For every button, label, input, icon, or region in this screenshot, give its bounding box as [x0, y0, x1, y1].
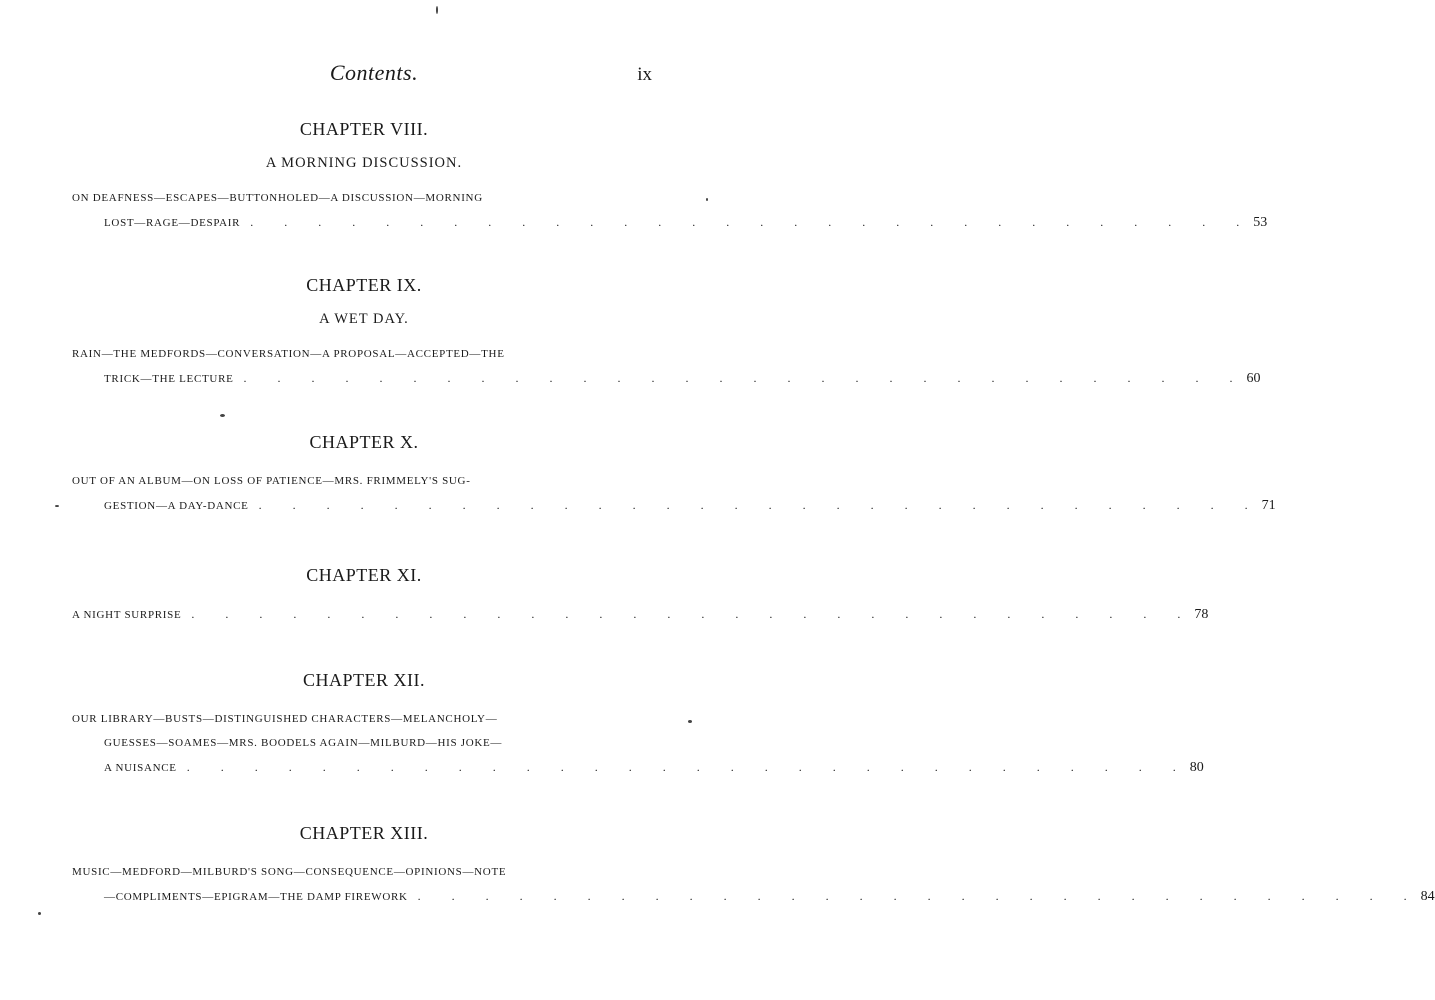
entry-page-number: 84 — [1420, 889, 1435, 904]
summary-line: —COMPLIMENTS—EPIGRAM—THE DAMP FIREWORK — [104, 891, 408, 903]
summary-line: LOST—RAGE—DESPAIR — [104, 217, 241, 229]
summary-line: OUT OF AN ALBUM—ON LOSS OF PATIENCE—MRS. FRIMMELY'S SUG- — [72, 475, 471, 487]
chapter-section-xii — [72, 667, 1204, 779]
entry-page-number: 80 — [1189, 760, 1204, 775]
chapter-section-ix — [72, 272, 1261, 390]
chapter-heading: CHAPTER XI. — [306, 565, 422, 585]
summary-last-line — [72, 210, 1268, 234]
summary-last-line — [72, 493, 1276, 517]
summary-last-line — [72, 602, 1209, 626]
summary-line: OUR LIBRARY—BUSTS—DISTINGUISHED CHARACTERS—MELANCHOLY— — [72, 713, 498, 725]
entry-page-number: 78 — [1194, 607, 1209, 622]
scan-speck — [436, 6, 438, 14]
dot-leader: . . . . . . . . . . . . . . . . . . . . . . . . . . . . . . — [191, 607, 1195, 621]
chapter-heading: CHAPTER XII. — [303, 670, 425, 690]
scan-speck — [55, 505, 59, 507]
summary-line: A NIGHT SURPRISE — [72, 609, 182, 621]
chapter-section-x — [72, 429, 1276, 517]
chapter-summary — [72, 707, 1204, 779]
dot-leader: . . . . . . . . . . . . . . . . . . . . . . . . . . . . . . — [186, 760, 1190, 774]
chapter-summary — [72, 469, 1276, 517]
summary-line: RAIN—THE MEDFORDS—CONVERSATION—A PROPOSAL—ACCEPTED—THE — [72, 348, 505, 360]
scan-speck — [220, 414, 225, 417]
summary-line: GESTION—A DAY-DANCE — [104, 500, 249, 512]
summary-last-line — [72, 884, 1435, 908]
summary-line: A NUISANCE — [104, 762, 177, 774]
chapter-title: A WET DAY. — [319, 311, 409, 327]
dot-leader: . . . . . . . . . . . . . . . . . . . . . . . . . . . . . . — [250, 215, 1254, 229]
chapter-title: A MORNING DISCUSSION. — [265, 155, 463, 171]
page-number: ix — [637, 64, 652, 85]
chapter-section-xiii — [72, 820, 1435, 908]
running-title: Contents. — [329, 60, 419, 85]
summary-last-line — [72, 366, 1261, 390]
chapter-summary — [72, 342, 1261, 390]
entry-page-number: 53 — [1253, 215, 1268, 230]
summary-line: MUSIC—MEDFORD—MILBURD'S SONG—CONSEQUENCE—OPINIONS—NOTE — [72, 866, 507, 878]
chapter-section-xi — [72, 562, 1209, 626]
chapter-section-viii — [72, 116, 1268, 234]
summary-line: ON DEAFNESS—ESCAPES—BUTTONHOLED—A DISCUSSION—MORNING — [72, 192, 483, 204]
chapter-heading: CHAPTER X. — [309, 432, 419, 452]
chapter-heading: CHAPTER VIII. — [299, 119, 429, 139]
summary-last-line — [72, 755, 1204, 779]
scan-speck — [688, 720, 692, 723]
summary-line: TRICK—THE LECTURE — [104, 373, 234, 385]
scan-speck — [706, 198, 708, 201]
chapter-summary — [72, 186, 1268, 234]
entry-page-number: 60 — [1246, 371, 1261, 386]
dot-leader: . . . . . . . . . . . . . . . . . . . . . . . . . . . . . . — [417, 889, 1421, 903]
dot-leader: . . . . . . . . . . . . . . . . . . . . . . . . . . . . . . — [243, 371, 1247, 385]
summary-line: GUESSES—SOAMES—MRS. BOODELS AGAIN—MILBURD—HIS JOKE— — [104, 737, 503, 749]
chapter-heading: CHAPTER IX. — [306, 275, 422, 295]
chapter-summary — [72, 602, 1209, 626]
entry-page-number: 71 — [1261, 498, 1276, 513]
chapter-heading: CHAPTER XIII. — [299, 823, 429, 843]
dot-leader: . . . . . . . . . . . . . . . . . . . . . . . . . . . . . . — [258, 498, 1262, 512]
scan-speck — [38, 912, 41, 915]
chapter-summary — [72, 860, 1435, 908]
